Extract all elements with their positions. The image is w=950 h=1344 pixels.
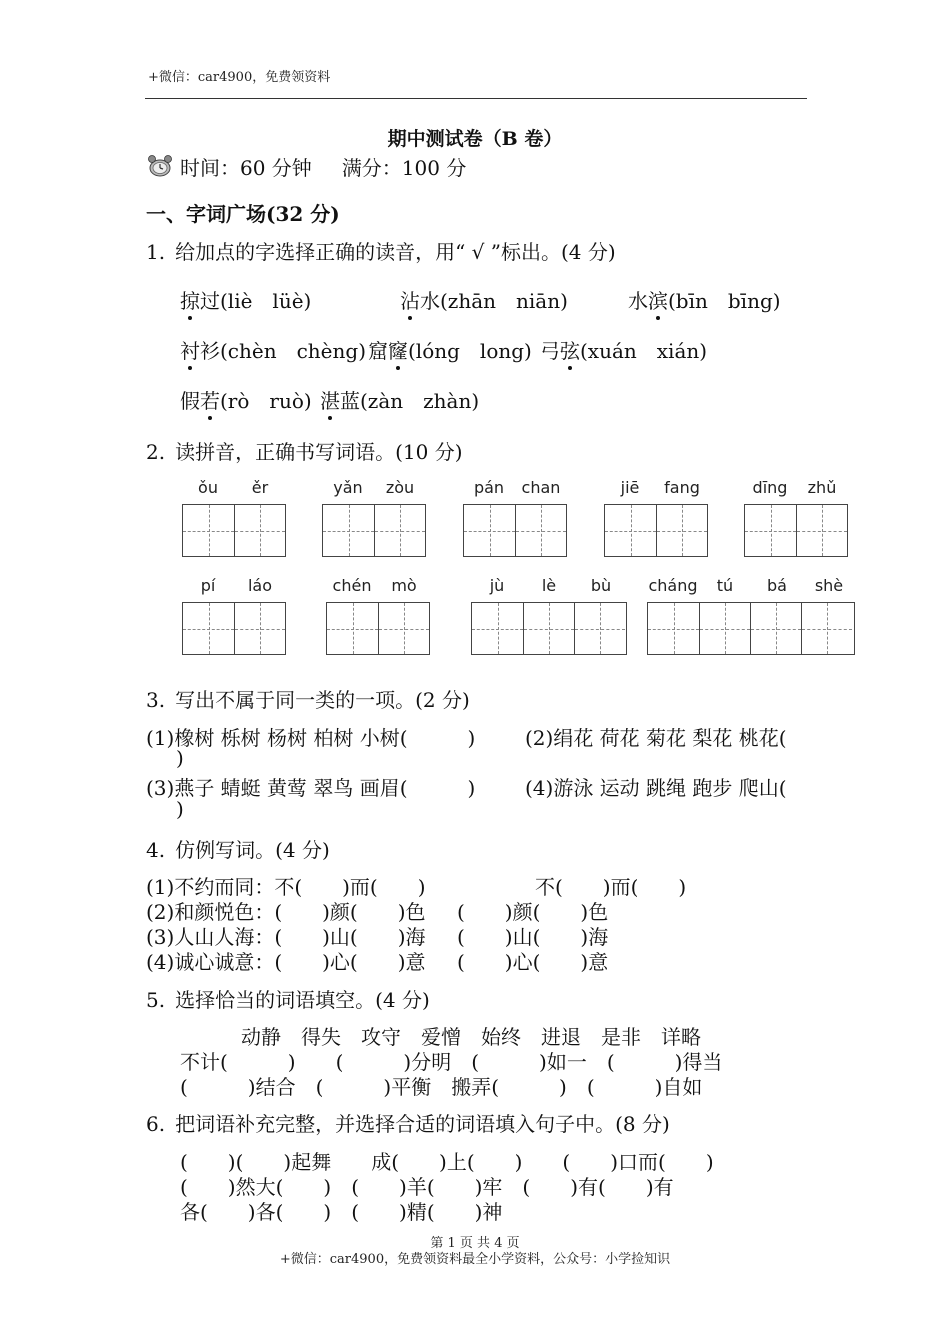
writing-box[interactable]	[472, 603, 523, 654]
pinyin: ǒu	[198, 478, 218, 497]
pinyin: pí	[200, 576, 216, 595]
question-number: 2.	[146, 440, 166, 464]
q4-line: (3)人山人海：( )山( )海	[146, 925, 426, 949]
writing-box[interactable]	[234, 505, 285, 556]
pinyin-word-group	[604, 478, 708, 557]
question-number: 6.	[146, 1112, 166, 1136]
pinyin: dīng	[752, 478, 788, 497]
time-text: 时间：60 分钟	[180, 156, 312, 180]
writing-box[interactable]	[183, 603, 234, 654]
score-text: 满分：100 分	[341, 156, 467, 180]
q3-line-wrap: )	[176, 797, 184, 821]
pinyin: láo	[247, 576, 273, 595]
q1-item: 掠过(liè lüè)	[180, 285, 311, 314]
q6-line: 各( )各( ) ( )精( )神	[180, 1200, 503, 1224]
question-2	[146, 436, 463, 465]
pinyin: mò	[391, 576, 417, 595]
pinyin-word-group	[463, 478, 567, 557]
pinyin: zhǔ	[807, 478, 837, 497]
pinyin: zòu	[385, 478, 415, 497]
dotted-char: 衬	[180, 335, 200, 364]
q3-line-wrap: )	[176, 746, 184, 770]
q3-line: (1)橡树 栎树 杨树 柏树 小树( )	[146, 726, 476, 750]
page-number: 第 1 页 共 4 页	[430, 1236, 520, 1251]
writing-box[interactable]	[464, 505, 515, 556]
question-text: 选择恰当的词语填空。(4 分)	[175, 988, 430, 1012]
writing-box[interactable]	[699, 603, 750, 654]
q5-line: 不计( ) ( )分明 ( )如一 ( )得当	[180, 1050, 723, 1074]
writing-box[interactable]	[374, 505, 425, 556]
pinyin: jù	[489, 576, 505, 595]
pinyin-word-group	[182, 478, 286, 557]
question-text: 给加点的字选择正确的读音，用“ √ ”标出。(4 分)	[175, 240, 616, 264]
section-title: 一、字词广场(32 分)	[146, 202, 340, 226]
writing-box[interactable]	[378, 603, 429, 654]
q6-line: ( )然大( ) ( )羊( )牢 ( )有( )有	[180, 1175, 674, 1199]
pinyin: chan	[521, 478, 561, 497]
question-6	[146, 1108, 670, 1137]
header-note: +微信：car4900，免费领资料	[148, 70, 331, 85]
writing-box[interactable]	[234, 603, 285, 654]
dotted-char: 窿	[388, 335, 408, 364]
header-divider	[145, 98, 807, 99]
q3-line: (2)绢花 荷花 菊花 梨花 桃花(	[525, 726, 787, 750]
pinyin: ěr	[251, 478, 269, 497]
writing-box[interactable]	[327, 603, 378, 654]
q4-line: (1)不约而同：不( )而( )	[146, 875, 426, 899]
dotted-char: 弦	[560, 335, 580, 364]
time-info	[146, 152, 466, 181]
q4-line: ( )颜( )色	[457, 900, 609, 924]
writing-box[interactable]	[750, 603, 801, 654]
pinyin: chén	[332, 576, 372, 595]
q1-item: 假若(rò ruò)	[180, 385, 312, 414]
pinyin: cháng	[648, 576, 698, 595]
writing-box[interactable]	[801, 603, 852, 654]
pinyin-word-group	[647, 576, 855, 655]
pinyin: bá	[767, 576, 787, 595]
pinyin-word-group	[326, 576, 430, 655]
pinyin: fang	[664, 478, 700, 497]
writing-box[interactable]	[745, 505, 796, 556]
writing-box[interactable]	[183, 505, 234, 556]
q4-line: 不( )而( )	[535, 875, 687, 899]
q3-line: (3)燕子 蜻蜓 黄莺 翠鸟 画眉( )	[146, 776, 476, 800]
pinyin-word-group	[182, 576, 286, 655]
writing-box[interactable]	[796, 505, 847, 556]
q1-item: 水滨(bīn bīng)	[628, 285, 781, 314]
q4-line: ( )山( )海	[457, 925, 609, 949]
pinyin: bù	[590, 576, 612, 595]
q1-item: 弓弦(xuán xián)	[540, 335, 707, 364]
pinyin: yǎn	[333, 478, 363, 497]
clock-icon	[146, 154, 174, 178]
writing-box[interactable]	[648, 603, 699, 654]
pinyin: lè	[541, 576, 557, 595]
writing-box[interactable]	[656, 505, 707, 556]
dotted-char: 掠	[180, 285, 200, 314]
pinyin: jiē	[620, 478, 640, 497]
q1-item: 衬衫(chèn chèng)	[180, 335, 366, 364]
q6-line: ( )( )起舞 成( )上( ) ( )口而( )	[180, 1150, 714, 1174]
writing-box[interactable]	[574, 603, 625, 654]
dotted-char: 沾	[400, 285, 420, 314]
question-5	[146, 984, 430, 1013]
question-1	[146, 236, 616, 265]
pinyin: shè	[814, 576, 844, 595]
question-number: 3.	[146, 688, 166, 712]
q1-item: 沾水(zhān niān)	[400, 285, 568, 314]
q4-line: ( )心( )意	[457, 950, 609, 974]
question-3	[146, 684, 470, 713]
pinyin-word-group	[744, 478, 848, 557]
pinyin: pán	[473, 478, 505, 497]
pinyin: tú	[716, 576, 734, 595]
question-number: 1.	[146, 240, 166, 264]
writing-box[interactable]	[323, 505, 374, 556]
q5-options: 动静 得失 攻守 爱憎 始终 进退 是非 详略	[241, 1025, 701, 1049]
writing-box[interactable]	[605, 505, 656, 556]
q1-item: 窟窿(lóng long)	[368, 335, 532, 364]
question-number: 4.	[146, 838, 166, 862]
q3-line: (4)游泳 运动 跳绳 跑步 爬山(	[525, 776, 787, 800]
q5-line: ( )结合 ( )平衡 搬弄( ) ( )自如	[180, 1075, 703, 1099]
question-4	[146, 834, 330, 863]
dotted-char: 滨	[648, 285, 668, 314]
dotted-char: 若	[200, 385, 220, 414]
question-text: 仿例写词。(4 分)	[175, 838, 330, 862]
writing-box[interactable]	[515, 505, 566, 556]
question-text: 写出不属于同一类的一项。(2 分)	[175, 688, 470, 712]
q1-item: 湛蓝(zàn zhàn)	[320, 385, 479, 414]
question-text: 读拼音，正确书写词语。(10 分)	[175, 440, 463, 464]
page-title: 期中测试卷（B 卷）	[387, 128, 563, 150]
q4-line: (2)和颜悦色：( )颜( )色	[146, 900, 426, 924]
writing-box[interactable]	[523, 603, 574, 654]
pinyin-word-group	[471, 576, 627, 655]
question-number: 5.	[146, 988, 166, 1012]
pinyin-word-group	[322, 478, 426, 557]
footer-note: +微信：car4900，免费领资料最全小学资料，公众号：小学捡知识	[279, 1252, 671, 1267]
q4-line: (4)诚心诚意：( )心( )意	[146, 950, 426, 974]
dotted-char: 湛	[320, 385, 340, 414]
question-text: 把词语补充完整，并选择合适的词语填入句子中。(8 分)	[175, 1112, 670, 1136]
